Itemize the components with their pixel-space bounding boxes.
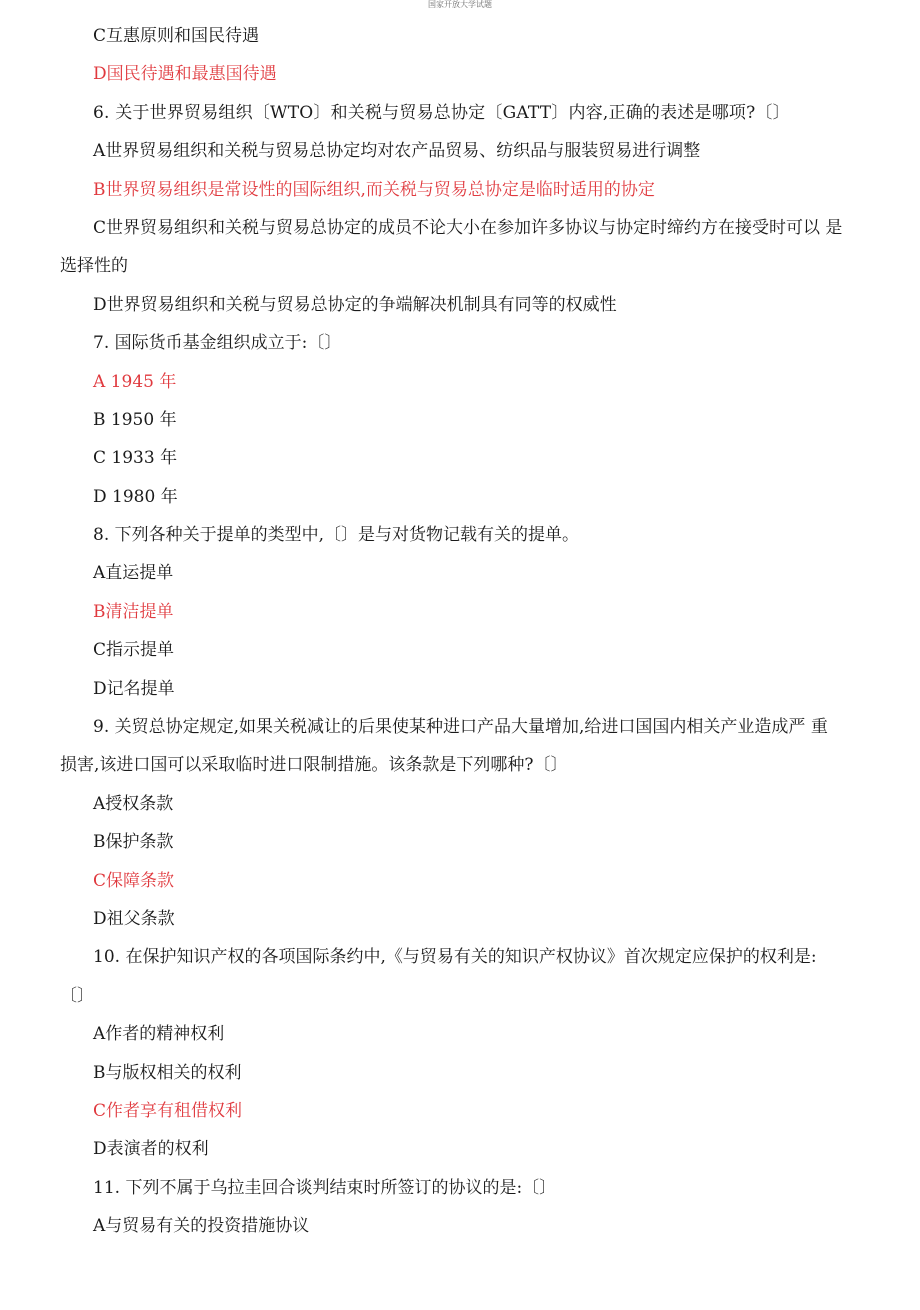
page-header: 国家开放大学试题 [428, 0, 492, 9]
question-10-continued: 〔〕 [60, 985, 94, 1006]
option-b: B与版权相关的权利 [93, 1062, 242, 1083]
option-d: D表演者的权利 [93, 1139, 209, 1160]
question-8: 8. 下列各种关于提单的类型中,〔〕是与对货物记载有关的提单。 [93, 525, 580, 546]
option-c: C指示提单 [93, 640, 175, 661]
question-9: 9. 关贸总协定规定,如果关税减让的后果使某种进口产品大量增加,给进口国国内相关产业造成严 重 [93, 717, 828, 738]
question-9-continued: 损害,该进口国可以采取临时进口限制措施。该条款是下列哪种?〔〕 [60, 755, 568, 776]
option-a: A直运提单 [93, 563, 174, 584]
option-a: A授权条款 [93, 793, 174, 814]
option-d: D祖父条款 [93, 908, 175, 929]
question-6: 6. 关于世界贸易组织〔WTO〕和关税与贸易总协定〔GATT〕内容,正确的表述是哪项?〔〕 [93, 102, 790, 123]
question-7: 7. 国际货币基金组织成立于:〔〕 [93, 333, 342, 354]
option-c: C世界贸易组织和关税与贸易总协定的成员不论大小在参加许多协议与协定时缔约方在接受时可以 是 [93, 217, 843, 238]
option-b-answer: B世界贸易组织是常设性的国际组织,而关税与贸易总协定是临时适用的协定 [93, 179, 655, 200]
option-b: B 1950 年 [93, 409, 177, 430]
option-d: D世界贸易组织和关税与贸易总协定的争端解决机制具有同等的权威性 [93, 294, 617, 315]
option-b-answer: B清洁提单 [93, 601, 174, 622]
option-a-answer: A 1945 年 [93, 371, 177, 392]
option-a: A与贸易有关的投资措施协议 [93, 1216, 310, 1237]
document-body [0, 17, 920, 1246]
option-d: D记名提单 [93, 678, 175, 699]
option-c: C 1933 年 [93, 448, 178, 469]
option-c-answer: C作者享有租借权利 [93, 1100, 243, 1121]
option-c-continued: 选择性的 [60, 256, 128, 277]
option-c-answer: C保障条款 [93, 870, 175, 891]
question-11: 11. 下列不属于乌拉圭回合谈判结束时所签订的协议的是:〔〕 [93, 1177, 557, 1198]
option-a: A世界贸易组织和关税与贸易总协定均对农产品贸易、纺织品与服装贸易进行调整 [93, 141, 701, 162]
option-b: B保护条款 [93, 832, 174, 853]
option-d: D 1980 年 [93, 486, 178, 507]
question-10: 10. 在保护知识产权的各项国际条约中,《与贸易有关的知识产权协议》首次规定应保护的权利是: [93, 947, 817, 968]
option-c: C互惠原则和国民待遇 [93, 26, 260, 46]
option-d-answer: D国民待遇和最惠国待遇 [93, 64, 277, 85]
option-a: A作者的精神权利 [93, 1024, 225, 1045]
